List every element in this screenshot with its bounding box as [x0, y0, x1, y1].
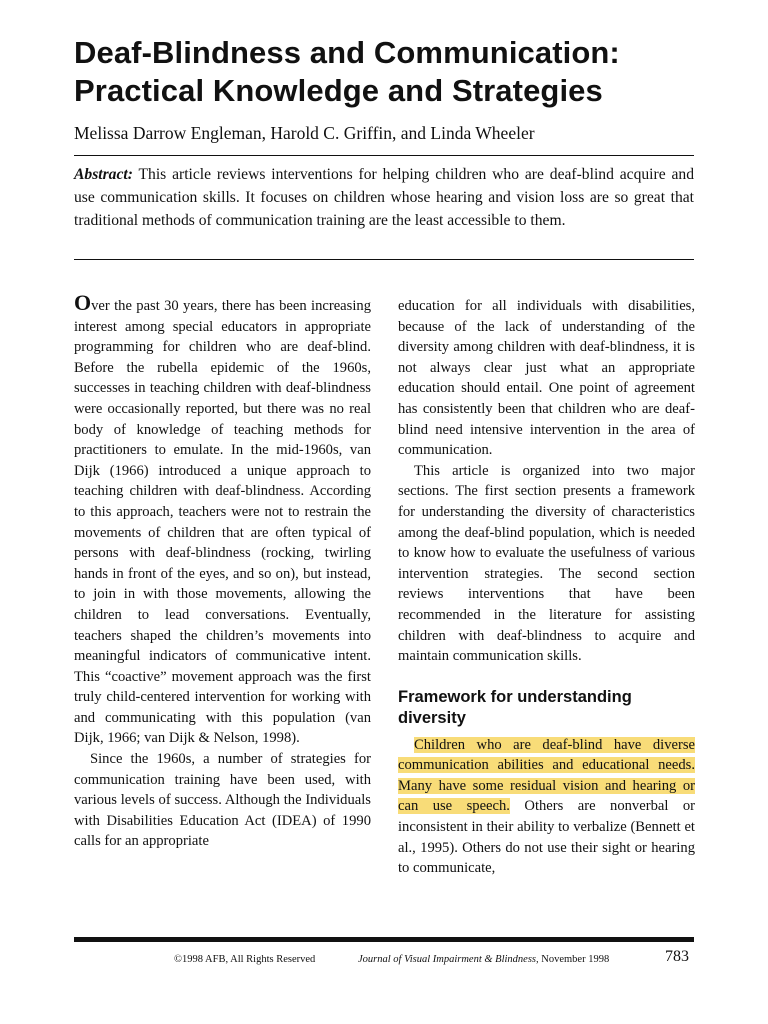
right-column: [398, 296, 695, 879]
copyright: ©1998 AFB, All Rights Reserved: [174, 954, 316, 965]
left-paragraph-1: [74, 290, 371, 749]
abstract-label: Abstract:: [74, 166, 133, 183]
section-heading: Framework for understanding diversity: [398, 687, 632, 727]
journal-date: November 1998: [538, 954, 610, 965]
article-title: [74, 34, 714, 110]
left-paragraph-2: Since the 1960s, a number of strategies for communication training have been used, with various levels of success. Although the Individuals with Disabilities Education Act (IDEA) of 1990 calls for an appropriate: [74, 751, 371, 850]
abstract: [74, 163, 694, 232]
title-line-1: Deaf-Blindness and Communication:: [74, 35, 620, 70]
abstract-top-rule: [74, 155, 694, 156]
right-paragraph-3: [398, 735, 695, 879]
right-paragraph-2: This article is organized into two major sections. The first section presents a framework for understanding the diversity of characteristics among the deaf-blind population, which is needed to know how to evaluate the usefulness of various intervention strategies. The second section reviews interventions that have been recommended in the literature for assisting children with deaf-blindness to acquire and maintain communication skills.: [398, 462, 695, 665]
authors: Melissa Darrow Engleman, Harold C. Griffin, and Linda Wheeler: [74, 123, 535, 143]
left-paragraph-1-text: ver the past 30 years, there has been increasing interest among special educators in appropriate programming for children who are deaf-blind. Before the rubella epidemic of the 1960s, successes in teaching children with deaf-blindness were occasionally reported, but there was no real body of knowledge of teaching methods for practitioners to emulate. In the mid-1960s, van Dijk (1966) introduced a unique approach to teaching children with deaf-blindness. According to this approach, teachers were not to restrain the movements of children that are often typical of persons with deaf-blindness (rocking, twirling hands in front of the eyes, and so on), but instead, to join in with those movements, allowing the children to lead conversations. Eventually, teachers shaped the children’s movements into meaningful indicators of communicative intent. This “coactive” movement approach was the first truly child-centered intervention for working with and communicating with this population (van Dijk, 1966; van Dijk & Nelson, 1998).: [74, 298, 371, 747]
left-column: [74, 290, 371, 852]
page-number: 783: [665, 948, 689, 965]
drop-cap: O: [74, 290, 92, 315]
abstract-text: This article reviews interventions for helping children who are deaf-blind acquire and use communication skills. It focuses on children whose hearing and vision loss are so great that traditional methods of communication training are the least accessible to them.: [74, 166, 694, 229]
journal-citation: [358, 954, 609, 965]
highlighted-text[interactable]: Children who are deaf-blind have diverse communication abilities and educational needs. Many have some residual vision and hearing or can use speech.: [398, 736, 695, 815]
journal-name: Journal of Visual Impairment & Blindness,: [358, 954, 539, 965]
right-paragraph-1: education for all individuals with disabilities, because of the lack of understanding of the diversity among children with deaf-blindness, it is not always clear just what an appropriate education should entail. One point of agreement has consistently been that children who are deaf-blind need intensive intervention in the area of communication.: [398, 298, 695, 459]
title-line-2: Practical Knowledge and Strategies: [74, 73, 603, 108]
abstract-bottom-rule: [74, 259, 694, 260]
right-paragraph-3-text: Others are nonverbal or inconsistent in their ability to verbalize (Bennett et al., 1995). Others do not use their sight or hearing to communicate,: [398, 798, 696, 877]
footer-rule: [74, 937, 694, 942]
